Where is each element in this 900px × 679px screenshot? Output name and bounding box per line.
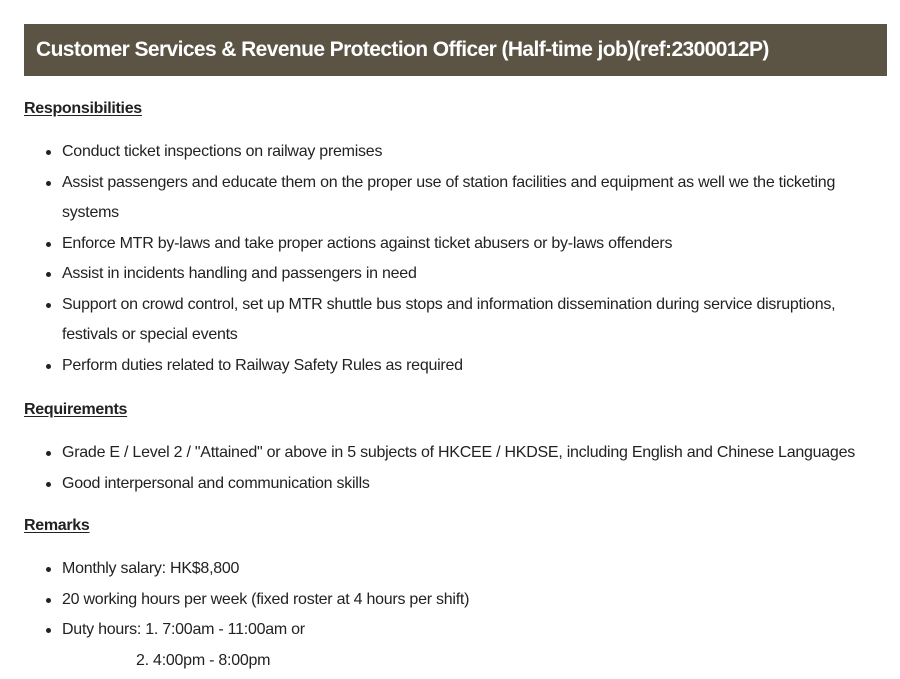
bullet-icon — [46, 567, 51, 572]
remarks-heading: Remarks — [24, 517, 90, 534]
bullet-icon — [46, 364, 51, 369]
bullet-icon — [46, 242, 51, 247]
bullet-icon — [46, 628, 51, 633]
remarks-section — [24, 516, 890, 676]
responsibilities-heading: Responsibilities — [24, 100, 142, 117]
bullet-icon — [46, 272, 51, 277]
list-item: Good interpersonal and communication skills — [24, 469, 890, 500]
list-item: Support on crowd control, set up MTR shuttle bus stops and information dissemination during service disruptions, festivals or special events — [24, 290, 890, 351]
bullet-icon — [46, 451, 51, 456]
list-item: Assist in incidents handling and passengers in need — [24, 259, 890, 290]
list-item: Grade E / Level 2 / "Attained" or above in 5 subjects of HKCEE / HKDSE, including English and Chinese Languages — [24, 438, 890, 469]
duty-hours-line-1: Duty hours: 1. 7:00am - 11:00am or — [62, 621, 305, 638]
list-item: Monthly salary: HK$8,800 — [24, 554, 890, 585]
bullet-icon — [46, 181, 51, 186]
responsibilities-section — [24, 99, 890, 381]
duty-hours-line-2: 2. 4:00pm - 8:00pm — [136, 651, 271, 669]
job-title-banner — [24, 24, 887, 76]
bullet-icon — [46, 303, 51, 308]
responsibilities-list — [24, 137, 890, 381]
requirements-heading: Requirements — [24, 401, 128, 418]
bullet-icon — [46, 482, 51, 487]
remarks-list — [24, 554, 890, 676]
list-item: Conduct ticket inspections on railway premises — [24, 137, 890, 168]
list-item: Perform duties related to Railway Safety Rules as required — [24, 351, 890, 382]
requirements-section — [24, 400, 890, 499]
list-item: Assist passengers and educate them on the proper use of station facilities and equipment as well we the ticketing systems — [24, 168, 890, 229]
list-item: 20 working hours per week (fixed roster at 4 hours per shift) — [24, 585, 890, 616]
job-title: Customer Services & Revenue Protection Officer (Half-time job)(ref:2300012P) — [36, 38, 769, 61]
duty-hours-item — [24, 615, 890, 676]
bullet-icon — [46, 598, 51, 603]
list-item: Enforce MTR by-laws and take proper actions against ticket abusers or by-laws offenders — [24, 229, 890, 260]
bullet-icon — [46, 150, 51, 155]
requirements-list — [24, 438, 890, 499]
